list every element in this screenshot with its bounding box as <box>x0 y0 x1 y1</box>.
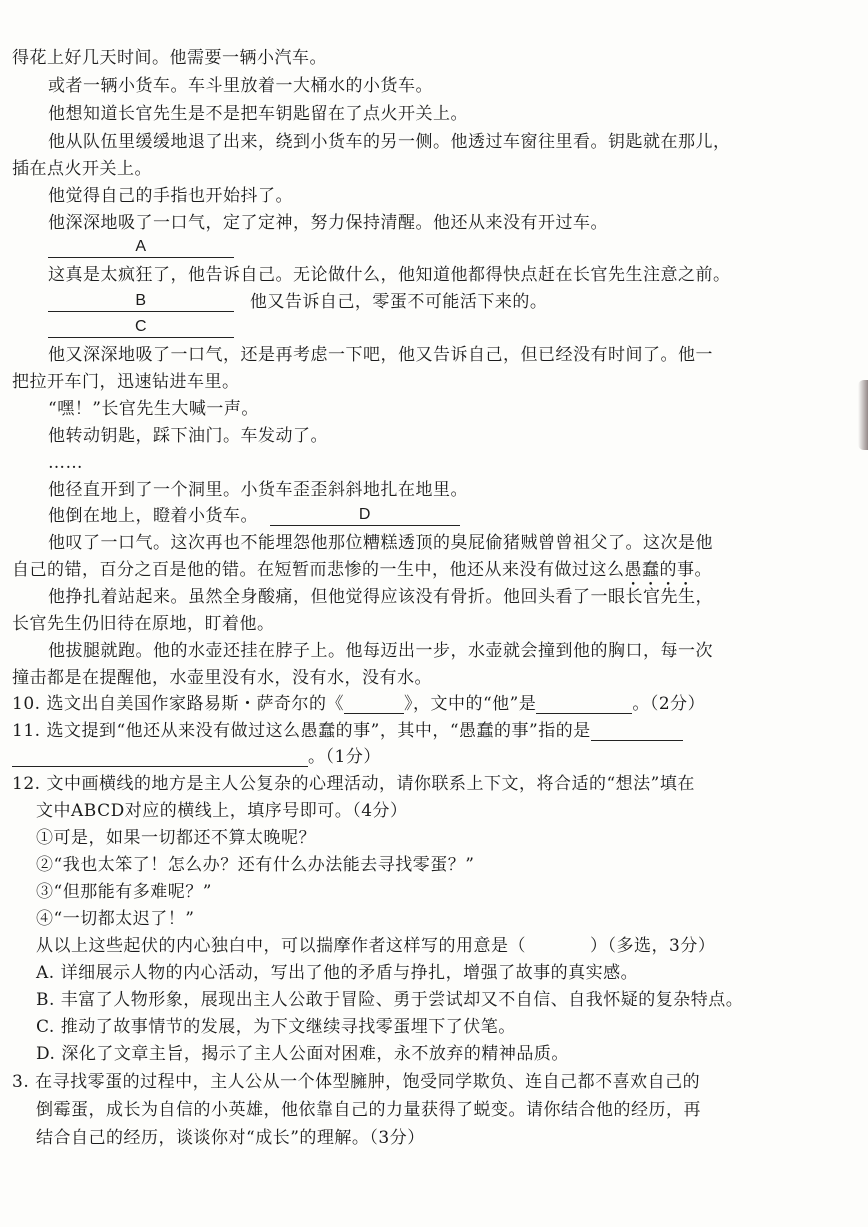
choice-b[interactable]: B. 丰富了人物形象，展现出主人公敢于冒险、勇于尝试却又不自信、自我怀疑的复杂特点。 <box>36 990 744 1010</box>
q11-answer-blank-2[interactable] <box>12 746 308 767</box>
blank-line-c[interactable] <box>48 317 234 338</box>
dotted-emphasis: 愚蠢的事 <box>624 560 695 580</box>
q10-person-blank[interactable] <box>536 693 632 714</box>
choice-c[interactable]: C. 推动了故事情节的发展，为下文继续寻找零蛋埋下了伏笔。 <box>36 1017 516 1037</box>
passage-line: 他叹了一口气。这次再也不能埋怨他那位糟糕透顶的臭屁偷猪贼曾曾祖父了。这次是他 <box>48 533 713 553</box>
passage-line: 长官先生仍旧待在原地，盯着他。 <box>12 614 275 634</box>
q11-answer-blank[interactable] <box>591 720 683 741</box>
passage-text: 。 <box>694 560 712 580</box>
q10-text: 》，文中的“他”是 <box>403 694 537 714</box>
passage-line: 得花上好几天时间。他需要一辆小汽车。 <box>12 48 327 68</box>
question-12-cont: 文中ABCD对应的横线上，填序号即可。（4分） <box>36 801 408 821</box>
question-10 <box>12 693 705 714</box>
passage-line: 他想知道长官先生是不是把车钥匙留在了点火开关上。 <box>48 104 468 124</box>
passage-line: 他深深地吸了一口气，定了定神，努力保持清醒。他还从来没有开过车。 <box>48 213 608 233</box>
q13-score: ）（多选，3分） <box>590 936 716 956</box>
passage-line-tail: 他又告诉自己，零蛋不可能活下来的。 <box>249 292 548 312</box>
passage-line: 插在点火开关上。 <box>12 159 152 179</box>
choice-a[interactable]: A. 详细展示人物的内心活动，写出了他的矛盾与挣扎，增强了故事的真实感。 <box>36 963 639 983</box>
passage-line: 或者一辆小货车。车斗里放着一大桶水的小货车。 <box>48 76 433 96</box>
question-14-cont: 倒霉蛋，成长为自信的小英雄，他依靠自己的力量获得了蜕变。请你结合他的经历，再 <box>36 1100 701 1120</box>
question-13-stem <box>36 936 715 956</box>
passage-line: 他径直开到了一个洞里。小货车歪歪斜斜地扎在地里。 <box>48 480 468 500</box>
q10-text: 10. 选文出自美国作家路易斯・萨奇尔的《 <box>12 694 344 714</box>
passage-line: “嘿！”长官先生大喊一声。 <box>48 399 259 419</box>
q10-score: 。（2分） <box>632 694 706 714</box>
question-12: 12. 文中画横线的地方是主人公复杂的心理活动，请你联系上下文，将合适的“想法”填在 <box>12 774 695 794</box>
passage-line: 他转动钥匙，踩下油门。车发动了。 <box>48 426 328 446</box>
q11-text: 11. 选文提到“他还从来没有做过这么愚蠢的事”，其中，“愚蠢的事”指的是 <box>12 721 591 741</box>
question-11-cont <box>12 746 381 767</box>
choice-d[interactable]: D. 深化了文章主旨，揭示了主人公面对困难，永不放弃的精神品质。 <box>36 1044 569 1064</box>
option-4: ④“一切都太迟了！” <box>36 909 195 929</box>
passage-line: 他又深深地吸了一口气，还是再考虑一下吧，他又告诉自己，但已经没有时间了。他一 <box>48 345 713 365</box>
question-14: 3. 在寻找零蛋的过程中，主人公从一个体型臃肿，饱受同学欺负、连自己都不喜欢自己的 <box>12 1072 701 1092</box>
blank-line-b[interactable] <box>48 291 547 312</box>
passage-line: 他觉得自己的手指也开始抖了。 <box>48 186 293 206</box>
passage-line: 把拉开车门，迅速钻进车里。 <box>12 372 240 392</box>
q13-text: 从以上这些起伏的内心独白中，可以揣摩作者这样写的用意是（ <box>36 936 526 956</box>
passage-line: 他从队伍里缓缓地退了出来，绕到小货车的另一侧。他透过车窗往里看。钥匙就在那儿， <box>48 132 731 152</box>
option-1: ①可是，如果一切都还不算太晚呢？ <box>36 828 316 848</box>
option-3: ③“但那能有多难呢？” <box>36 882 212 902</box>
passage-line-head: 他倒在地上，瞪着小货车。 <box>48 506 258 526</box>
passage-line: 这真是太疯狂了，他告诉自己。无论做什么，他知道他都得快点赶在长官先生注意之前。 <box>48 265 731 285</box>
q11-score: 。（1分） <box>308 747 381 767</box>
blank-line-d[interactable] <box>48 505 460 526</box>
question-14-cont: 结合自己的经历，谈谈你对“成长”的理解。（3分） <box>36 1128 425 1148</box>
blank-b-label: B <box>48 291 234 312</box>
passage-line <box>12 560 712 590</box>
blank-d-label: D <box>270 505 460 526</box>
q10-book-blank[interactable] <box>344 693 404 714</box>
scan-edge-shadow <box>858 380 868 450</box>
blank-c-label: C <box>48 317 234 338</box>
ellipsis: …… <box>48 453 83 473</box>
passage-line: 撞击都是在提醒他，水壶里没有水，没有水，没有水。 <box>12 668 432 688</box>
passage-text: 自己的错，百分之百是他的错。在短暂而悲惨的一生中，他还从来没有做过这么 <box>12 560 625 580</box>
passage-line: 他挣扎着站起来。虽然全身酸痛，但他觉得应该没有骨折。他回头看了一眼长官先生， <box>48 587 713 607</box>
option-2: ②“我也太笨了！怎么办？还有什么办法能去寻找零蛋？” <box>36 855 475 875</box>
blank-a-label: A <box>48 237 234 258</box>
blank-line-a[interactable] <box>48 237 234 258</box>
passage-line: 他拔腿就跑。他的水壶还挂在脖子上。他每迈出一步，水壶就会撞到他的胸口，每一次 <box>48 641 713 661</box>
question-11 <box>12 720 683 741</box>
